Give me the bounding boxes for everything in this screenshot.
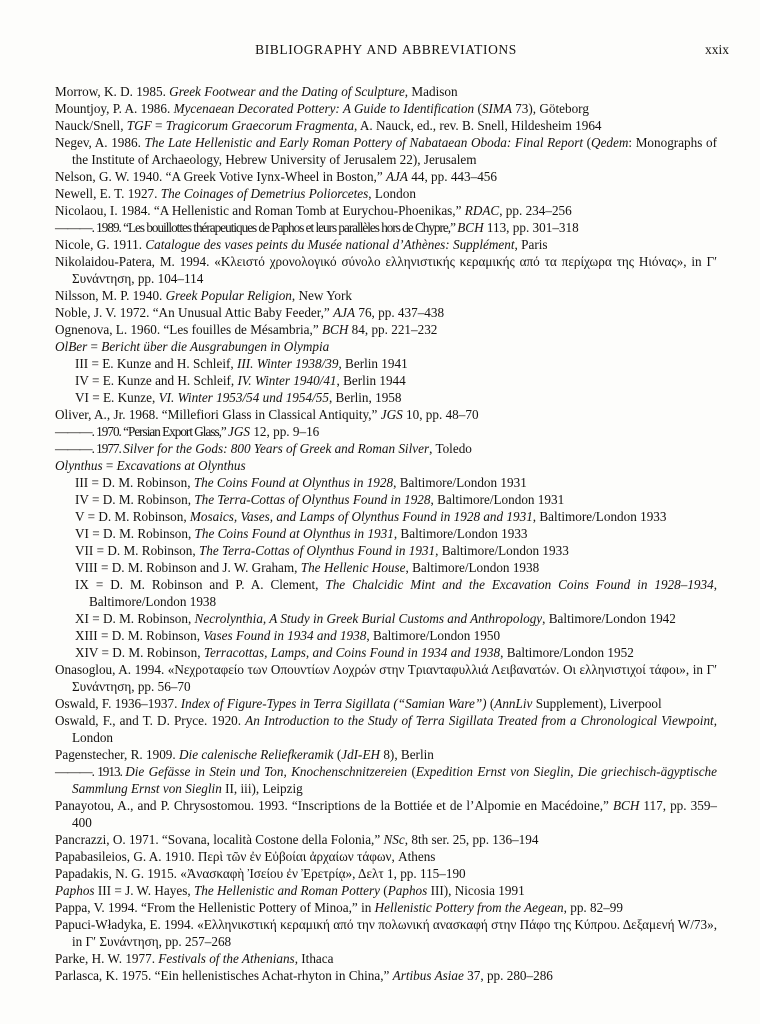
bib-entry xyxy=(55,950,717,967)
bib-entry-text: , Berlin, 1958 xyxy=(328,390,402,405)
bib-entry-title: Bericht über die Ausgrabungen in Olympia xyxy=(101,339,330,354)
bib-entry-title: The Coins Found at Olynthus in 1931 xyxy=(194,526,394,541)
bib-entry-text: , Baltimore/London 1938 xyxy=(405,560,540,575)
bib-entry-text: ———. 1977. xyxy=(55,441,124,456)
bib-entry-title: IV. Winter 1940/41 xyxy=(237,373,337,388)
bib-entry-text: , Baltimore/London 1931 xyxy=(430,492,565,507)
bib-entry-text: , Baltimore/London 1931 xyxy=(393,475,527,490)
bib-entry-title: Die calenische Reliefkeramik xyxy=(179,747,334,762)
bib-entry-text: , London xyxy=(72,713,717,745)
bib-entry xyxy=(75,525,717,542)
bib-entry-title: AnnLiv xyxy=(494,696,533,711)
bib-entry-title: Paphos xyxy=(387,883,428,898)
bib-entry-title: Vases Found in 1934 and 1938 xyxy=(203,628,367,643)
bib-entry-title: The Hellenistic and Roman Pottery xyxy=(193,883,380,898)
bib-entry-title: III. Winter 1938/39 xyxy=(236,356,339,371)
bib-entry-text: 73), Göteborg xyxy=(511,101,589,116)
bib-entry-text: Parke, H. W. 1977. xyxy=(55,951,159,966)
bib-entry-title: Mosaics, Vases, and Lamps of Olynthus Found in 1928 and 1931 xyxy=(189,509,533,524)
bib-entry-text: Papabasileios, G. A. 1910. Περὶ τῶν ἐν Εὐβοίαι ἀρχαίων τάφων, Athens xyxy=(55,849,436,864)
bib-entry xyxy=(55,253,717,287)
bib-entry xyxy=(55,797,717,831)
bib-entry-text: 12, pp. 9–16 xyxy=(250,424,320,439)
bib-entry-text: : Monographs of the Institute of Archaeology, Hebrew University of Jerusalem 22), Jerusalem xyxy=(72,135,717,167)
bib-entry-text: 8), Berlin xyxy=(380,747,434,762)
bib-entry-text: Mountjoy, P. A. 1986. xyxy=(55,101,174,116)
bib-entry-title: BCH xyxy=(612,798,640,813)
bib-entry-title: AJA xyxy=(333,305,356,320)
bib-entry-text: , Ithaca xyxy=(294,951,334,966)
bib-entry xyxy=(75,372,717,389)
bib-entry xyxy=(55,967,717,984)
bib-entry-text: Negev, A. 1986. xyxy=(55,135,145,150)
bib-entry-title: Silver for the Gods: 800 Years of Greek and Roman Silver xyxy=(123,441,430,456)
bib-entry-title: Qedem xyxy=(591,135,629,150)
bib-entry-title: The Coins Found at Olynthus in 1928 xyxy=(193,475,394,490)
bib-entry-text: Nelson, G. W. 1940. “A Greek Votive Iynx-Wheel in Boston,” xyxy=(55,169,386,184)
bib-entry-title: NSc xyxy=(383,832,405,847)
bib-entry-text: III = E. Kunze and H. Schleif, xyxy=(75,356,237,371)
bib-entry-title: JdI-EH xyxy=(341,747,381,762)
bib-entry-title: Hellenistic Pottery from the Aegean xyxy=(374,900,564,915)
page-number: xxix xyxy=(704,42,729,57)
bib-entry-title: SIMA xyxy=(481,101,512,116)
bib-entry-text: , 8th ser. 25, pp. 136–194 xyxy=(404,832,539,847)
bib-entry-title: RDAC xyxy=(464,203,500,218)
bib-entry-title: Index of Figure-Types in Terra Sigillata (“Samian Ware”) xyxy=(180,696,487,711)
bib-entry-text: , Baltimore/London 1950 xyxy=(366,628,501,643)
bib-entry-text: ( xyxy=(407,764,416,779)
bib-entry-text: 76, pp. 437–438 xyxy=(355,305,445,320)
bib-entry-text: III = D. M. Robinson, xyxy=(75,475,194,490)
bib-entry-text: XIII = D. M. Robinson, xyxy=(75,628,204,643)
bib-entry-title: The Chalcidic Mint and the Excavation Coins Found in 1928–1934 xyxy=(325,577,714,592)
bib-entry-title: Die Gefässe in Stein und Ton, Knochenschnitzereien xyxy=(125,764,408,779)
bib-entry-text: ( xyxy=(380,883,388,898)
bib-entry-text: = xyxy=(102,458,117,473)
bib-entry-title: Mycenaean Decorated Pottery: A Guide to Identification xyxy=(173,101,475,116)
bib-entry-text: ( xyxy=(474,101,482,116)
bib-entry-text: , Baltimore/London 1938 xyxy=(89,577,717,609)
running-head xyxy=(55,42,729,62)
bib-entry-text: Nilsson, M. P. 1940. xyxy=(55,288,166,303)
bib-entry-text: , A. Nauck, ed., rev. B. Snell, Hildesheim 1964 xyxy=(354,118,602,133)
bib-entry xyxy=(55,83,717,100)
bib-entry xyxy=(55,457,717,474)
bib-entry-text: , Baltimore/London 1933 xyxy=(393,526,528,541)
bib-entry xyxy=(55,168,717,185)
bib-entry-title: Paphos xyxy=(55,883,95,898)
bib-entry-title: JGS xyxy=(228,424,251,439)
bib-entry-title: Olynthus xyxy=(55,458,103,473)
bib-entry-text: , Baltimore/London 1933 xyxy=(435,543,569,558)
bib-entry-text: IX = D. M. Robinson and P. A. Clement, xyxy=(75,577,326,592)
bib-entry xyxy=(55,321,717,338)
bib-entry xyxy=(55,117,717,134)
bib-entry-text: Papadakis, N. G. 1915. «Ἀνασκαφὴ Ἰσείου ἐν Ἐρετρίᾳ», Δελτ 1, pp. 115–190 xyxy=(55,866,466,881)
bib-entry-title: OlBer xyxy=(55,339,88,354)
bib-entry-text: , Baltimore/London 1952 xyxy=(500,645,634,660)
bib-entry xyxy=(75,355,717,372)
bib-entry-text: Nicolaou, I. 1984. “A Hellenistic and Roman Tomb at Eurychou-Phoenikas,” xyxy=(55,203,465,218)
bib-entry-title: TGF xyxy=(126,118,152,133)
bib-entry-text: , Baltimore/London 1942 xyxy=(542,611,676,626)
bib-entry-text: ———. 1913. xyxy=(55,764,126,779)
bib-entry-title: VI. Winter 1953/54 und 1954/55 xyxy=(158,390,329,405)
bib-entry-title: The Coinages of Demetrius Poliorcetes xyxy=(160,186,369,201)
bib-entry xyxy=(55,661,717,695)
bib-entry-text: ( xyxy=(333,747,342,762)
bib-entry-text: , London xyxy=(368,186,416,201)
bib-entry-text: , pp. 234–256 xyxy=(499,203,572,218)
bib-entry-title: Catalogue des vases peints du Musée national d’Athènes: Supplément xyxy=(145,237,515,252)
bib-entry-text: Supplement), Liverpool xyxy=(532,696,662,711)
bib-entry xyxy=(55,185,717,202)
bib-entry-text: = xyxy=(87,339,102,354)
bib-entry-text: Newell, E. T. 1927. xyxy=(55,186,161,201)
bib-entry-text: Noble, J. V. 1972. “An Unusual Attic Baby Feeder,” xyxy=(55,305,334,320)
bib-entry xyxy=(55,338,717,355)
bib-entry-text: Nicole, G. 1911. xyxy=(55,237,146,252)
bib-entry xyxy=(55,100,717,117)
bib-entry xyxy=(55,882,717,899)
bib-entry-text: Pagenstecher, R. 1909. xyxy=(55,747,179,762)
bib-entry xyxy=(55,236,717,253)
bib-entry xyxy=(75,644,717,661)
bib-entry xyxy=(75,508,717,525)
bib-entry-text: 84, pp. 221–232 xyxy=(348,322,438,337)
bib-entry xyxy=(55,287,717,304)
bib-entry-text: 117, pp. 359–400 xyxy=(72,798,718,830)
bib-entry-title: Terracottas, Lamps, and Coins Found in 1934 and 1938 xyxy=(203,645,501,660)
bib-entry xyxy=(75,542,717,559)
bib-entry-title: BCH xyxy=(457,220,484,235)
bib-entry-text: , pp. 82–99 xyxy=(563,900,623,915)
bib-entry-text: Papuci-Władyka, E. 1994. «Ελληνικστική κεραμική από την πολωνική ανασκαφή στην Πάφο της Κύπρου. Δεξαμενή W/73», in Γ′ Συνάντηση, pp. 257–268 xyxy=(55,917,717,949)
bib-entry-text: ———. 1989. “Les bouillottes thérapeutiques de Paphos et leurs parallèles hors de Chypre,” xyxy=(55,220,458,235)
bib-entry-text: Nauck/Snell, xyxy=(55,118,127,133)
bib-entry-title: BCH xyxy=(321,322,349,337)
bib-entry xyxy=(55,848,717,865)
bib-entry-text: ( xyxy=(583,135,592,150)
bib-entry-text: 44, pp. 443–456 xyxy=(407,169,497,184)
bib-entry xyxy=(75,610,717,627)
bib-entry-text: , New York xyxy=(291,288,352,303)
bib-entry-title: An Introduction to the Study of Terra Sigillata Treated from a Chronological Viewpoint xyxy=(245,713,714,728)
bib-entry-text: Oswald, F. 1936–1937. xyxy=(55,696,181,711)
bib-entry-text: Onasoglou, A. 1994. «Νεχροταφείο των Οπουντίων Λοχρών στην Τριανταφυλλιά Λειβανατών. Οι ελληνιστιχοί τάφοι», in Γ′ Συνάντηση, pp. 56–70 xyxy=(55,662,717,694)
bib-entry xyxy=(55,440,717,457)
bib-entry-text: Morrow, K. D. 1985. xyxy=(55,84,170,99)
bib-entry-text: , Madison xyxy=(404,84,458,99)
bib-entry-text: = xyxy=(151,118,166,133)
bib-entry xyxy=(75,559,717,576)
bib-entry xyxy=(55,712,717,746)
bib-entry-text: Oswald, F., and T. D. Pryce. 1920. xyxy=(55,713,246,728)
bib-entry xyxy=(55,304,717,321)
bib-entry-text: Pancrazzi, O. 1971. “Sovana, località Costone della Folonia,” xyxy=(55,832,384,847)
bib-entry xyxy=(55,219,717,236)
bib-entry-title: The Late Hellenistic and Early Roman Pottery of Nabataean Oboda: Final Report xyxy=(144,135,584,150)
bib-entry-text: IV = E. Kunze and H. Schleif, xyxy=(75,373,238,388)
page-title: BIBLIOGRAPHY AND ABBREVIATIONS xyxy=(255,42,517,57)
bib-entry-text: XI = D. M. Robinson, xyxy=(75,611,195,626)
bib-entry-title: Excavations at Olynthus xyxy=(116,458,246,473)
bib-entry xyxy=(55,202,717,219)
bib-entry-text: V = D. M. Robinson, xyxy=(75,509,190,524)
bib-entry-text: Panayotou, A., and P. Chrysostomou. 1993. “Inscriptions de la Bottiée et de l’Alpomie en Macédoine,” xyxy=(55,798,613,813)
bib-entry-text: , Berlin 1941 xyxy=(338,356,408,371)
bib-entry-text: VI = D. M. Robinson, xyxy=(75,526,195,541)
bib-entry-text: Parlasca, K. 1975. “Ein hellenistisches Achat-rhyton in China,” xyxy=(55,968,393,983)
bib-entry-title: Expedition Ernst von Sieglin, Die griechisch-ägyptische Sammlung Ernst von Sieglin xyxy=(72,764,718,796)
bib-entry-title: The Hellenic House xyxy=(300,560,406,575)
bib-entry-text: Oliver, A., Jr. 1968. “Millefiori Glass in Classical Antiquity,” xyxy=(55,407,381,422)
bib-entry-text: 113, pp. 301–318 xyxy=(483,220,579,235)
bib-entry xyxy=(55,865,717,882)
bib-entry-title: Necrolynthia, A Study in Greek Burial Customs and Anthropology xyxy=(194,611,543,626)
bib-entry-text: Ognenova, L. 1960. “Les fouilles de Mésambria,” xyxy=(55,322,322,337)
bib-entry xyxy=(55,831,717,848)
bib-entry-text: , Baltimore/London 1933 xyxy=(532,509,667,524)
bib-entry-text: VII = D. M. Robinson, xyxy=(75,543,199,558)
bib-entry-title: Festivals of the Athenians xyxy=(158,951,295,966)
bib-entry-title: Greek Popular Religion xyxy=(165,288,292,303)
bib-entry-title: Greek Footwear and the Dating of Sculpture xyxy=(169,84,405,99)
bib-entry xyxy=(55,763,717,797)
bibliography-entries xyxy=(55,83,717,984)
bib-entry xyxy=(75,627,717,644)
bib-entry-text: III = J. W. Hayes, xyxy=(94,883,194,898)
bib-entry-text: Pappa, V. 1994. “From the Hellenistic Pottery of Minoa,” in xyxy=(55,900,375,915)
bib-entry-text: ( xyxy=(486,696,495,711)
bib-entry-title: The Terra-Cottas of Olynthus Found in 1928 xyxy=(194,492,431,507)
bib-entry-title: Artibus Asiae xyxy=(392,968,464,983)
bib-entry xyxy=(55,423,717,440)
bib-entry-text: IV = D. M. Robinson, xyxy=(75,492,195,507)
bib-entry-text: VIII = D. M. Robinson and J. W. Graham, xyxy=(75,560,301,575)
bib-entry-text: II, iii), Leipzig xyxy=(221,781,303,796)
bib-entry-text: VI = E. Kunze, xyxy=(75,390,159,405)
bib-entry-text: 10, pp. 48–70 xyxy=(402,407,479,422)
bib-entry-title: Tragicorum Graecorum Fragmenta xyxy=(165,118,355,133)
bib-entry xyxy=(55,406,717,423)
bib-entry-text: , Toledo xyxy=(429,441,472,456)
bib-entry-text: , Paris xyxy=(514,237,548,252)
bib-entry-text: , Berlin 1944 xyxy=(336,373,406,388)
bib-entry xyxy=(55,899,717,916)
bib-entry-text: ———. 1970. “Persian Export Glass,” xyxy=(55,424,229,439)
bib-entry xyxy=(75,474,717,491)
bib-entry-text: III), Nicosia 1991 xyxy=(427,883,525,898)
bib-entry xyxy=(75,389,717,406)
bib-entry xyxy=(75,491,717,508)
bib-entry-text: 37, pp. 280–286 xyxy=(463,968,553,983)
bib-entry xyxy=(55,916,717,950)
bib-entry xyxy=(55,746,717,763)
bib-entry-title: The Terra-Cottas of Olynthus Found in 1931 xyxy=(198,543,436,558)
bib-entry-title: JGS xyxy=(380,407,403,422)
bib-entry xyxy=(55,134,717,168)
bib-entry-title: AJA xyxy=(385,169,408,184)
bib-entry xyxy=(55,695,717,712)
bib-entry-text: Nikolaidou-Patera, M. 1994. «Κλειστό χρονολογικό σύνολο ελληνιστικής κεραμικής από τα περίχωρα της Ηιόνας», in Γ′ Συνάντηση, pp. 104–114 xyxy=(55,254,717,286)
bib-entry-text: XIV = D. M. Robinson, xyxy=(75,645,204,660)
bib-entry xyxy=(75,576,717,610)
